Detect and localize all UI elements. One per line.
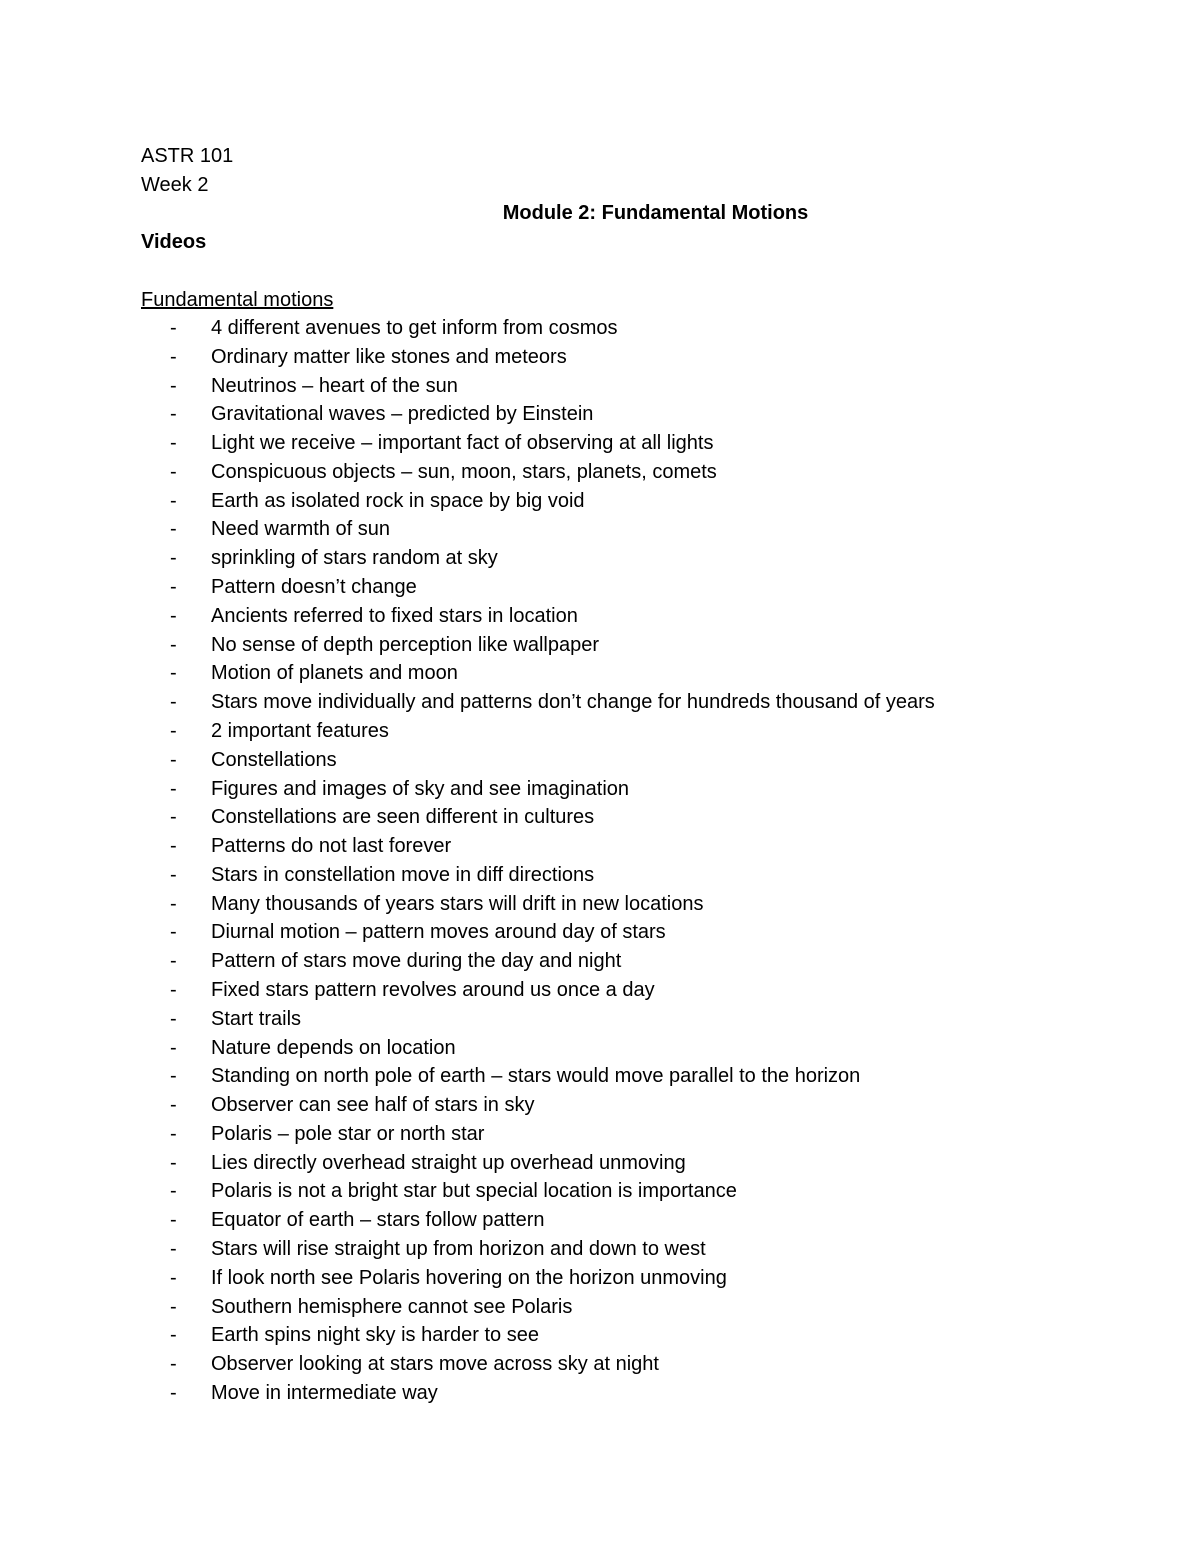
list-item-text: Earth spins night sky is harder to see [211,1324,539,1347]
bullet-dash: - [170,1381,177,1404]
bullet-dash: - [170,1065,177,1088]
list-item-text: Light we receive – important fact of observing at all lights [211,432,714,455]
list-item-text: Motion of planets and moon [211,662,458,685]
bullet-dash: - [170,432,177,455]
list-item-text: Fixed stars pattern revolves around us once a day [211,978,655,1001]
bullet-dash: - [170,662,177,685]
list-item-text: Gravitational waves – predicted by Einstein [211,403,594,426]
list-item-text: Many thousands of years stars will drift in new locations [211,892,704,915]
list-item-text: Figures and images of sky and see imagination [211,777,630,800]
list-item-text: Conspicuous objects – sun, moon, stars, planets, comets [211,460,717,483]
list-item-text: Constellations [211,748,337,771]
bullet-dash: - [170,518,177,541]
list-item-text: If look north see Polaris hovering on the horizon unmoving [211,1266,727,1289]
bullet-dash: - [170,835,177,858]
bullet-dash: - [170,950,177,973]
bullet-dash: - [170,633,177,656]
list-item-text: 4 different avenues to get inform from cosmos [211,317,618,339]
list-item-text: Neutrinos – heart of the sun [211,374,458,397]
list-item-text: Stars will rise straight up from horizon and down to west [211,1238,706,1260]
course-code: ASTR 101 [141,145,234,167]
bullet-dash: - [170,1353,177,1376]
module-title: Module 2: Fundamental Motions [502,202,809,224]
bullet-dash: - [170,1094,177,1117]
bullet-dash: - [170,1238,177,1260]
list-item-text: Ordinary matter like stones and meteors [211,345,567,368]
list-item-text: Need warmth of sun [211,518,390,541]
bullet-dash: - [170,345,177,368]
bullet-dash: - [170,1151,177,1174]
list-item-text: Polaris is not a bright star but special location is importance [211,1180,737,1203]
section-heading: Videos [141,231,207,253]
list-item-text: Ancients referred to fixed stars in location [211,604,578,627]
bullet-dash: - [170,460,177,483]
list-item-text: 2 important features [211,719,389,742]
list-item-text: Start trails [211,1007,302,1030]
list-item-text: Equator of earth – stars follow pattern [211,1209,545,1232]
list-item-text: Standing on north pole of earth – stars would move parallel to the horizon [211,1065,861,1088]
bullet-dash: - [170,1036,177,1059]
bullet-dash: - [170,748,177,771]
topic-subheading: Fundamental motions [141,289,334,311]
bullet-dash: - [170,892,177,915]
bullet-dash: - [170,863,177,886]
list-item-text: Stars move individually and patterns don’t change for hundreds thousand of years [211,691,935,714]
list-item-text: Earth as isolated rock in space by big void [211,489,585,512]
bullet-dash: - [170,978,177,1001]
list-item-text: Nature depends on location [211,1036,456,1059]
bullet-dash: - [170,576,177,599]
list-item-text: Stars in constellation move in diff directions [211,863,595,886]
bullet-dash: - [170,374,177,397]
list-item-text: Pattern doesn’t change [211,576,417,599]
bullet-dash: - [170,777,177,800]
bullet-dash: - [170,604,177,627]
bullet-dash: - [170,1266,177,1289]
list-item-text: sprinkling of stars random at sky [211,547,498,570]
bullet-dash: - [170,1209,177,1232]
list-item-text: Pattern of stars move during the day and night [211,950,622,973]
bullet-dash: - [170,921,177,944]
list-item-text: Lies directly overhead straight up overhead unmoving [211,1151,686,1174]
bullet-dash: - [170,806,177,829]
bullet-dash: - [170,1007,177,1030]
bullet-dash: - [170,691,177,714]
list-item-text: Polaris – pole star or north star [211,1122,485,1145]
list-item-text: Southern hemisphere cannot see Polaris [211,1295,573,1318]
bullet-dash: - [170,719,177,742]
list-item-text: Move in intermediate way [211,1381,438,1404]
bullet-dash: - [170,317,177,339]
list-item-text: Observer can see half of stars in sky [211,1094,535,1117]
bullet-dash: - [170,403,177,426]
bullet-dash: - [170,1295,177,1318]
bullet-dash: - [170,1180,177,1203]
list-item-text: Patterns do not last forever [211,835,452,858]
list-item-text: Observer looking at stars move across sky at night [211,1353,659,1376]
bullet-dash: - [170,1122,177,1145]
week-label: Week 2 [141,174,209,196]
bullet-dash: - [170,489,177,512]
list-item-text: No sense of depth perception like wallpaper [211,633,600,656]
list-item-text: Constellations are seen different in cultures [211,806,595,829]
bullet-dash: - [170,1324,177,1347]
list-item-text: Diurnal motion – pattern moves around day of stars [211,921,666,944]
bullet-dash: - [170,547,177,570]
